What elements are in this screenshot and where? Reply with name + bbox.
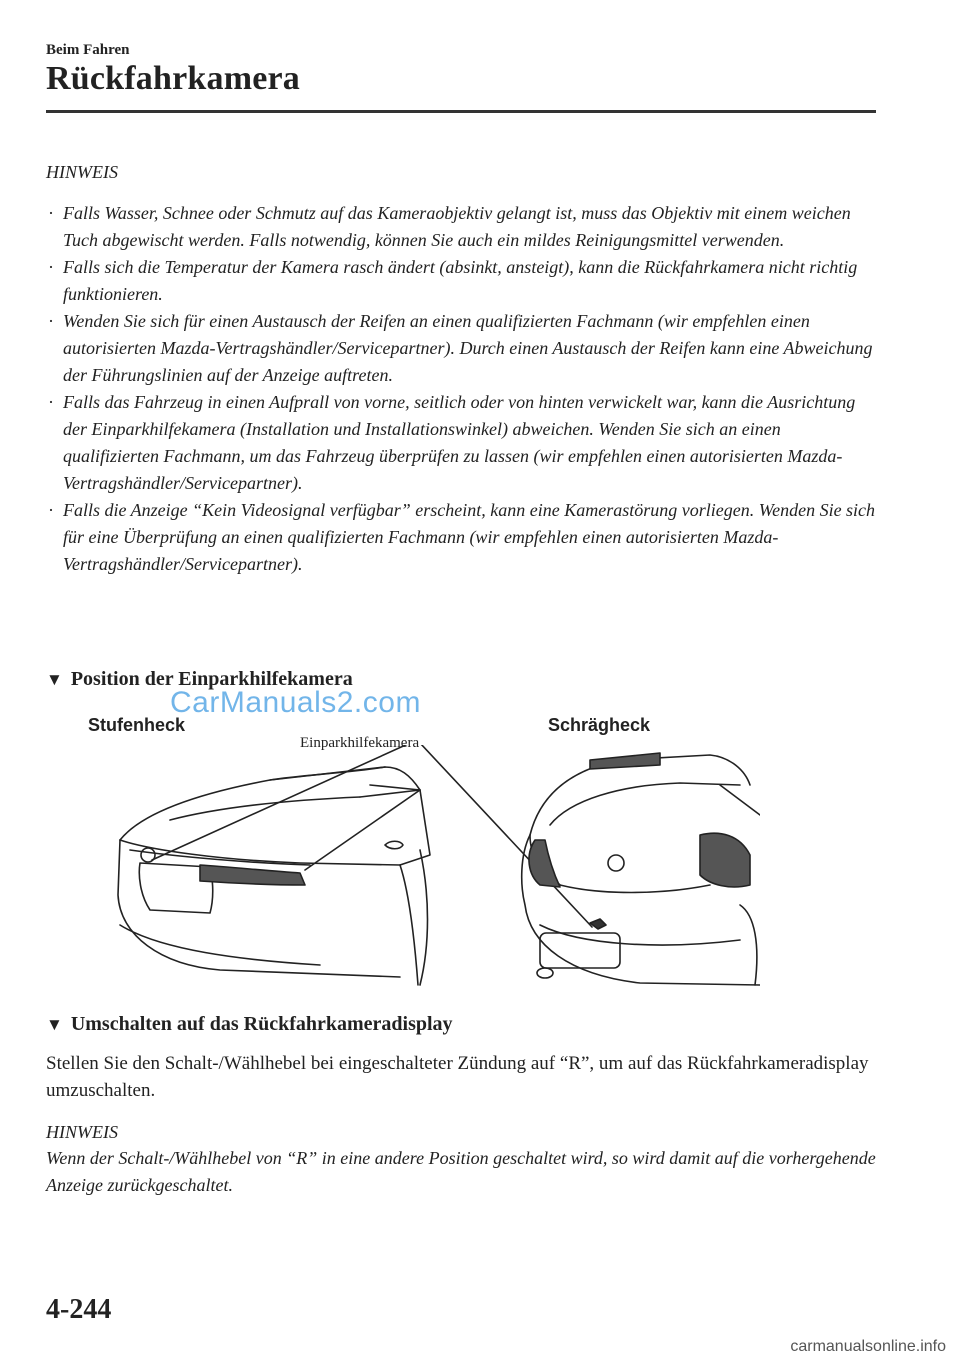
figure-label-sedan: Stufenheck xyxy=(88,715,186,735)
page-title: Rückfahrkamera xyxy=(46,60,300,97)
triangle-down-icon: ▼ xyxy=(46,1015,63,1034)
list-item: · Falls das Fahrzeug in einen Aufprall von vorne, seitlich oder von hinten verwickelt war, kann die Ausrichtung der Einparkhilfekamera (Installation und Installationswinkel) abweichen. Wenden Sie sich an einen qualifizierten Fachmann, um das Fahrzeug überprüfen zu lassen (wir empfehlen einen autorisierten Mazda-Vertragshändler/Servicepartner). xyxy=(48,392,856,493)
figure-label-hatchback: Schrägheck xyxy=(548,715,651,735)
note-label: HINWEIS xyxy=(46,162,118,182)
sedan-drawing xyxy=(118,767,430,985)
note-list xyxy=(46,200,876,578)
car-illustration xyxy=(100,745,760,990)
list-item: · Wenden Sie sich für einen Austausch der Reifen an einen qualifizierten Fachmann (wir empfehlen einen autorisierten Mazda-Vertragshändler/Servicepartner). Durch einen Austausch der Reifen kann eine Abweichung der Führungslinien auf der Anzeige auftreten. xyxy=(48,311,873,385)
triangle-down-icon: ▼ xyxy=(46,670,63,689)
header-divider xyxy=(46,110,876,113)
figure-callout-camera: Einparkhilfekamera xyxy=(300,735,420,751)
footer-site-text: carmanualsonline.info xyxy=(790,1338,946,1355)
watermark-text: CarManuals2.com xyxy=(170,686,421,719)
page-number: 4-244 xyxy=(46,1294,112,1325)
section-label: Beim Fahren xyxy=(46,42,130,58)
section-heading-switch-display: ▼ Umschalten auf das Rückfahrkameradisplay xyxy=(46,1013,453,1035)
body-paragraph: Stellen Sie den Schalt-/Wählhebel bei eingeschalteter Zündung auf “R”, um auf das Rückfahrkameradisplay umzuschalten. xyxy=(46,1053,869,1101)
note-text: Wenn der Schalt-/Wählhebel von “R” in eine andere Position geschaltet wird, so wird damit auf die vorhergehende Anzeige zurückgeschaltet. xyxy=(46,1148,876,1195)
list-item: · Falls Wasser, Schnee oder Schmutz auf das Kameraobjektiv gelangt ist, muss das Objektiv mit einem weichen Tuch abgewischt werden. Falls notwendig, können Sie auch ein mildes Reinigungsmittel verwenden. xyxy=(48,203,851,250)
section-heading-camera-position: ▼ Position der Einparkhilfekamera xyxy=(46,668,353,690)
hatchback-drawing xyxy=(522,753,760,985)
list-item: · Falls die Anzeige “Kein Videosignal verfügbar” erscheint, kann eine Kamerastörung vorliegen. Wenden Sie sich für eine Überprüfung an einen qualifizierten Fachmann (wir empfehlen einen autorisierten Mazda-Vertragshändler/Servicepartner). xyxy=(48,500,876,574)
list-item: · Falls sich die Temperatur der Kamera rasch ändert (absinkt, ansteigt), kann die Rückfahrkamera nicht richtig funktionieren. xyxy=(48,257,858,304)
callout-leader-lines xyxy=(152,745,592,927)
note-label: HINWEIS xyxy=(46,1122,118,1142)
